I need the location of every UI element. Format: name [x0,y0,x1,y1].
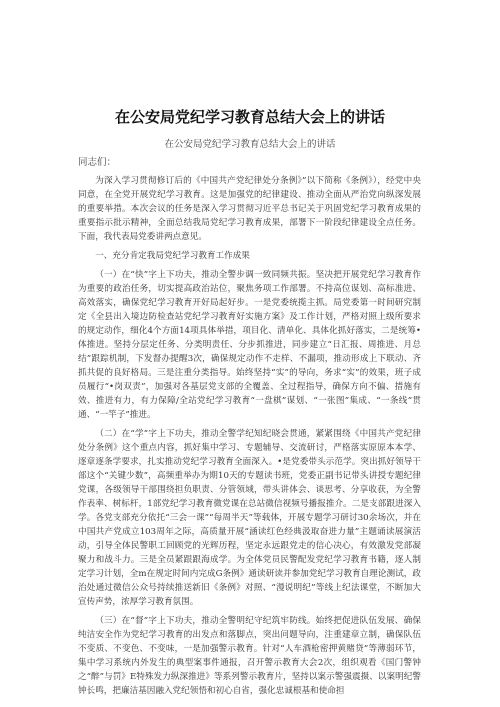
paragraph-intro: 为深入学习贯彻修订后的《中国共产党纪律处分条例》”以下简称《条例》），经党中央同意，在全党开展党纪学习教育。这是加强党的纪律建设、推动全面从严治党向纵深发展的重要举措。本次会议的任务是深入学习贯彻习近平总书记关于巩固党纪学习教育成果的重要指示批示精神，全面总结我局党纪学习教育成果，部署下一阶段纪律建设全点任务。下面，我代表局党委讲两点意见。 [78,176,421,242]
document-title: 在公安局党纪学习教育总结大会上的讲话 [114,108,385,126]
paragraph-section-1: （一）在“快”字上下功夫，推动全警步调一致同频共振。坚决把开展党纪学习教育作为重要的政治任务，切实提高政治站位，聚焦务项工作部署。不持高位谋划、高标准进、高效落实，确保党纪学习教育开好局起好步。一是党委统揽主抓。局党委第一时间研究制定《全县出入境边防检查站党纪学习教育好实施方案》及工作计划，严格对照上级所要求的规定动作，细化4个方面14项具体举措，项目化、清单化、具体化抓好落实，二是统筹•体推进。坚持分层定任务、分类明责任、分步抓推进，同步建立“日汇报、周推进、月总结”跟踪机制，下发督办提醒3次，确保规定动作不走样、不漏项，推动形成上下联动、齐抓共促的良好格局。三是注重分类指导。始终坚持“实”的导向，务求“实”的效果，班子成员履行“•岗双责”，加强对各基层党支部的全覆盖、全过程指导，确保方向不偏、措施有效、推进有力，有力保障/全站党纪学习教育“一盘棋”谋划、“一张图”集成、“一条线”贯通、“一竿子”推进。 [78,270,421,420]
section-heading: 一、充分肯定我局党纪学习教育工作成果 [95,251,250,261]
paragraph-section-2: （二）在“学”字上下功夫，推动全警学纪知纪晓会贯通，紧紧围绕《中国共产党纪律处分条例》这个重点内容，抓好集中学习、专题辅导、交流研讨，严格落实原原本本学、逐章逐条学要求，扎实推动党纪学习教育全面深入。•是党委带头示范学。突出抓好领导干部这个“关键少数”，高频重举办为期10天的专题读书班，党委正副书记带头讲授专题纪律党课，各级领导干部围绕担负职责、分管领域，带头讲体会、谈思考、分享收获，为全警作表率、树标杆，1部党纪学习教育微党课在总站微信视频号播报推介。二是支部跟进深入学。各党支部充分依托“三会一课”“每周半天”等载体，开展专题学习研讨30余场次，并在中国共产党成立103周年之际，高质量开展“涵读红色经典汲取奋进力量”主题诵读展演活动，引导全体民警职工回顾党的光辉历程，坚定永远跟党走的信心决心，有效激发党部凝聚力和战斗力。三是全员紧跟跟海成学。为全体党员民警配发党纪学习教育书籍，逐人制定学习计划，全m在规定时间内完成G条例》通读研读并参加党纪学习教育自理论测试，政治处通过微信公众号持续推送新旧《条例》对照、“漫说明纪”等线上纪法课堂，不断加大宣传声势，浓厚学习教育氛围。 [78,429,421,607]
document-body [78,174,421,703]
paragraph-section-3: （三）在“督”字上下功夫，推动全警明纪守纪筑牢防线。始终把促进队伍发展、确保纯洁安全作为党纪学习教育的出发点和落脚点，突出问题导向，注重建章立制，确保队伍不变质、不变色、不变味，一是加强警示教育。针对“人车酒枪密押黄赌贷”等薄弱环节，集中学习系统内外发生的典型案事件通报，召开警示教育大会2次，组织观看《国门警钟之“醉”与罚》E特殊发力纵深推进》等系列警示教育片，坚持以案示警强震摄、以案明纪警钟长鸣，把廉洁基因融入党纪领悟和初心自省，强化忠诚根基和使命担 [78,616,421,696]
greeting: 同志们： [78,157,117,168]
document-subtitle: 在公安局党纪学习教育总结大会上的讲话 [164,139,336,150]
